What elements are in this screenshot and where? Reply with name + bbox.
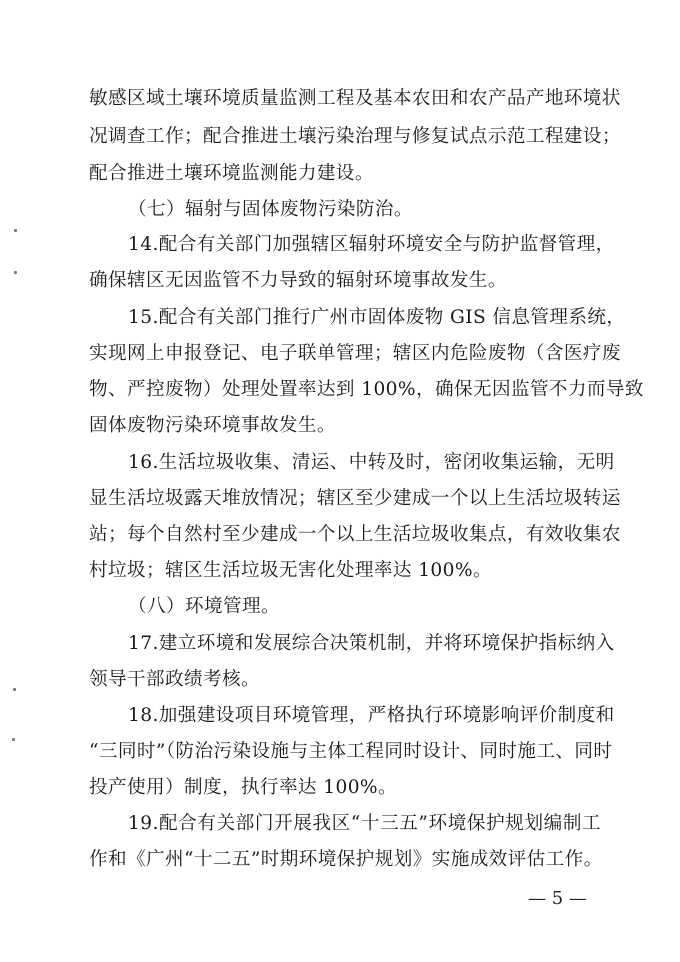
binding-hole-mark	[13, 688, 16, 691]
section-heading-8: （八）环境管理。	[128, 596, 280, 617]
item-19-text: 19.配合有关部门开展我区“十三五”环境保护规划编制工	[128, 813, 601, 834]
item-14-text: 14.配合有关部门加强辖区辐射环境安全与防护监督管理，	[128, 234, 615, 255]
item-18-text: 18.加强建设项目环境管理，严格执行环境影响评价制度和	[128, 705, 615, 726]
body-text-line: “三同时”（防治污染设施与主体工程同时设计、同时施工、同时	[89, 741, 613, 762]
page-number: — 5 —	[528, 888, 587, 909]
binding-hole-mark	[12, 738, 15, 741]
body-text-line: 况调查工作；配合推进土壤污染治理与修复试点示范工程建设；	[89, 126, 621, 147]
body-text-line: 配合推进土壤环境监测能力建设。	[89, 163, 374, 184]
body-text-line: 投产使用）制度，执行率达 100%。	[89, 777, 397, 798]
binding-hole-mark	[14, 271, 17, 274]
body-text-line: 显生活垃圾露天堆放情况；辖区至少建成一个以上生活垃圾转运	[89, 488, 621, 509]
body-text-line: 作和《广州“十二五”时期环境保护规划》实施成效评估工作。	[89, 849, 603, 870]
binding-hole-mark	[14, 229, 17, 232]
item-15-text: 15.配合有关部门推行广州市固体废物 GIS 信息管理系统，	[128, 307, 626, 328]
body-text-line: 敏感区域土壤环境质量监测工程及基本农田和农产品产地环境状	[89, 88, 621, 109]
body-text-line: 固体废物污染环境事故发生。	[89, 415, 336, 436]
body-text-line: 领导干部政绩考核。	[89, 669, 260, 690]
section-heading-7: （七）辐射与固体废物污染防治。	[128, 199, 413, 220]
body-text-line: 实现网上申报登记、电子联单管理；辖区内危险废物（含医疗废	[89, 343, 621, 364]
body-text-line: 确保辖区无因监管不力导致的辐射环境事故发生。	[89, 270, 507, 291]
item-16-text: 16.生活垃圾收集、清运、中转及时，密闭收集运输，无明	[128, 452, 615, 473]
body-text-line: 物、严控废物）处理处置率达到 100%，确保无因监管不力而导致	[89, 379, 644, 400]
item-17-text: 17.建立环境和发展综合决策机制，并将环境保护指标纳入	[128, 633, 615, 654]
body-text-line: 村垃圾；辖区生活垃圾无害化处理率达 100%。	[89, 560, 492, 581]
body-text-line: 站；每个自然村至少建成一个以上生活垃圾收集点，有效收集农	[89, 524, 621, 545]
